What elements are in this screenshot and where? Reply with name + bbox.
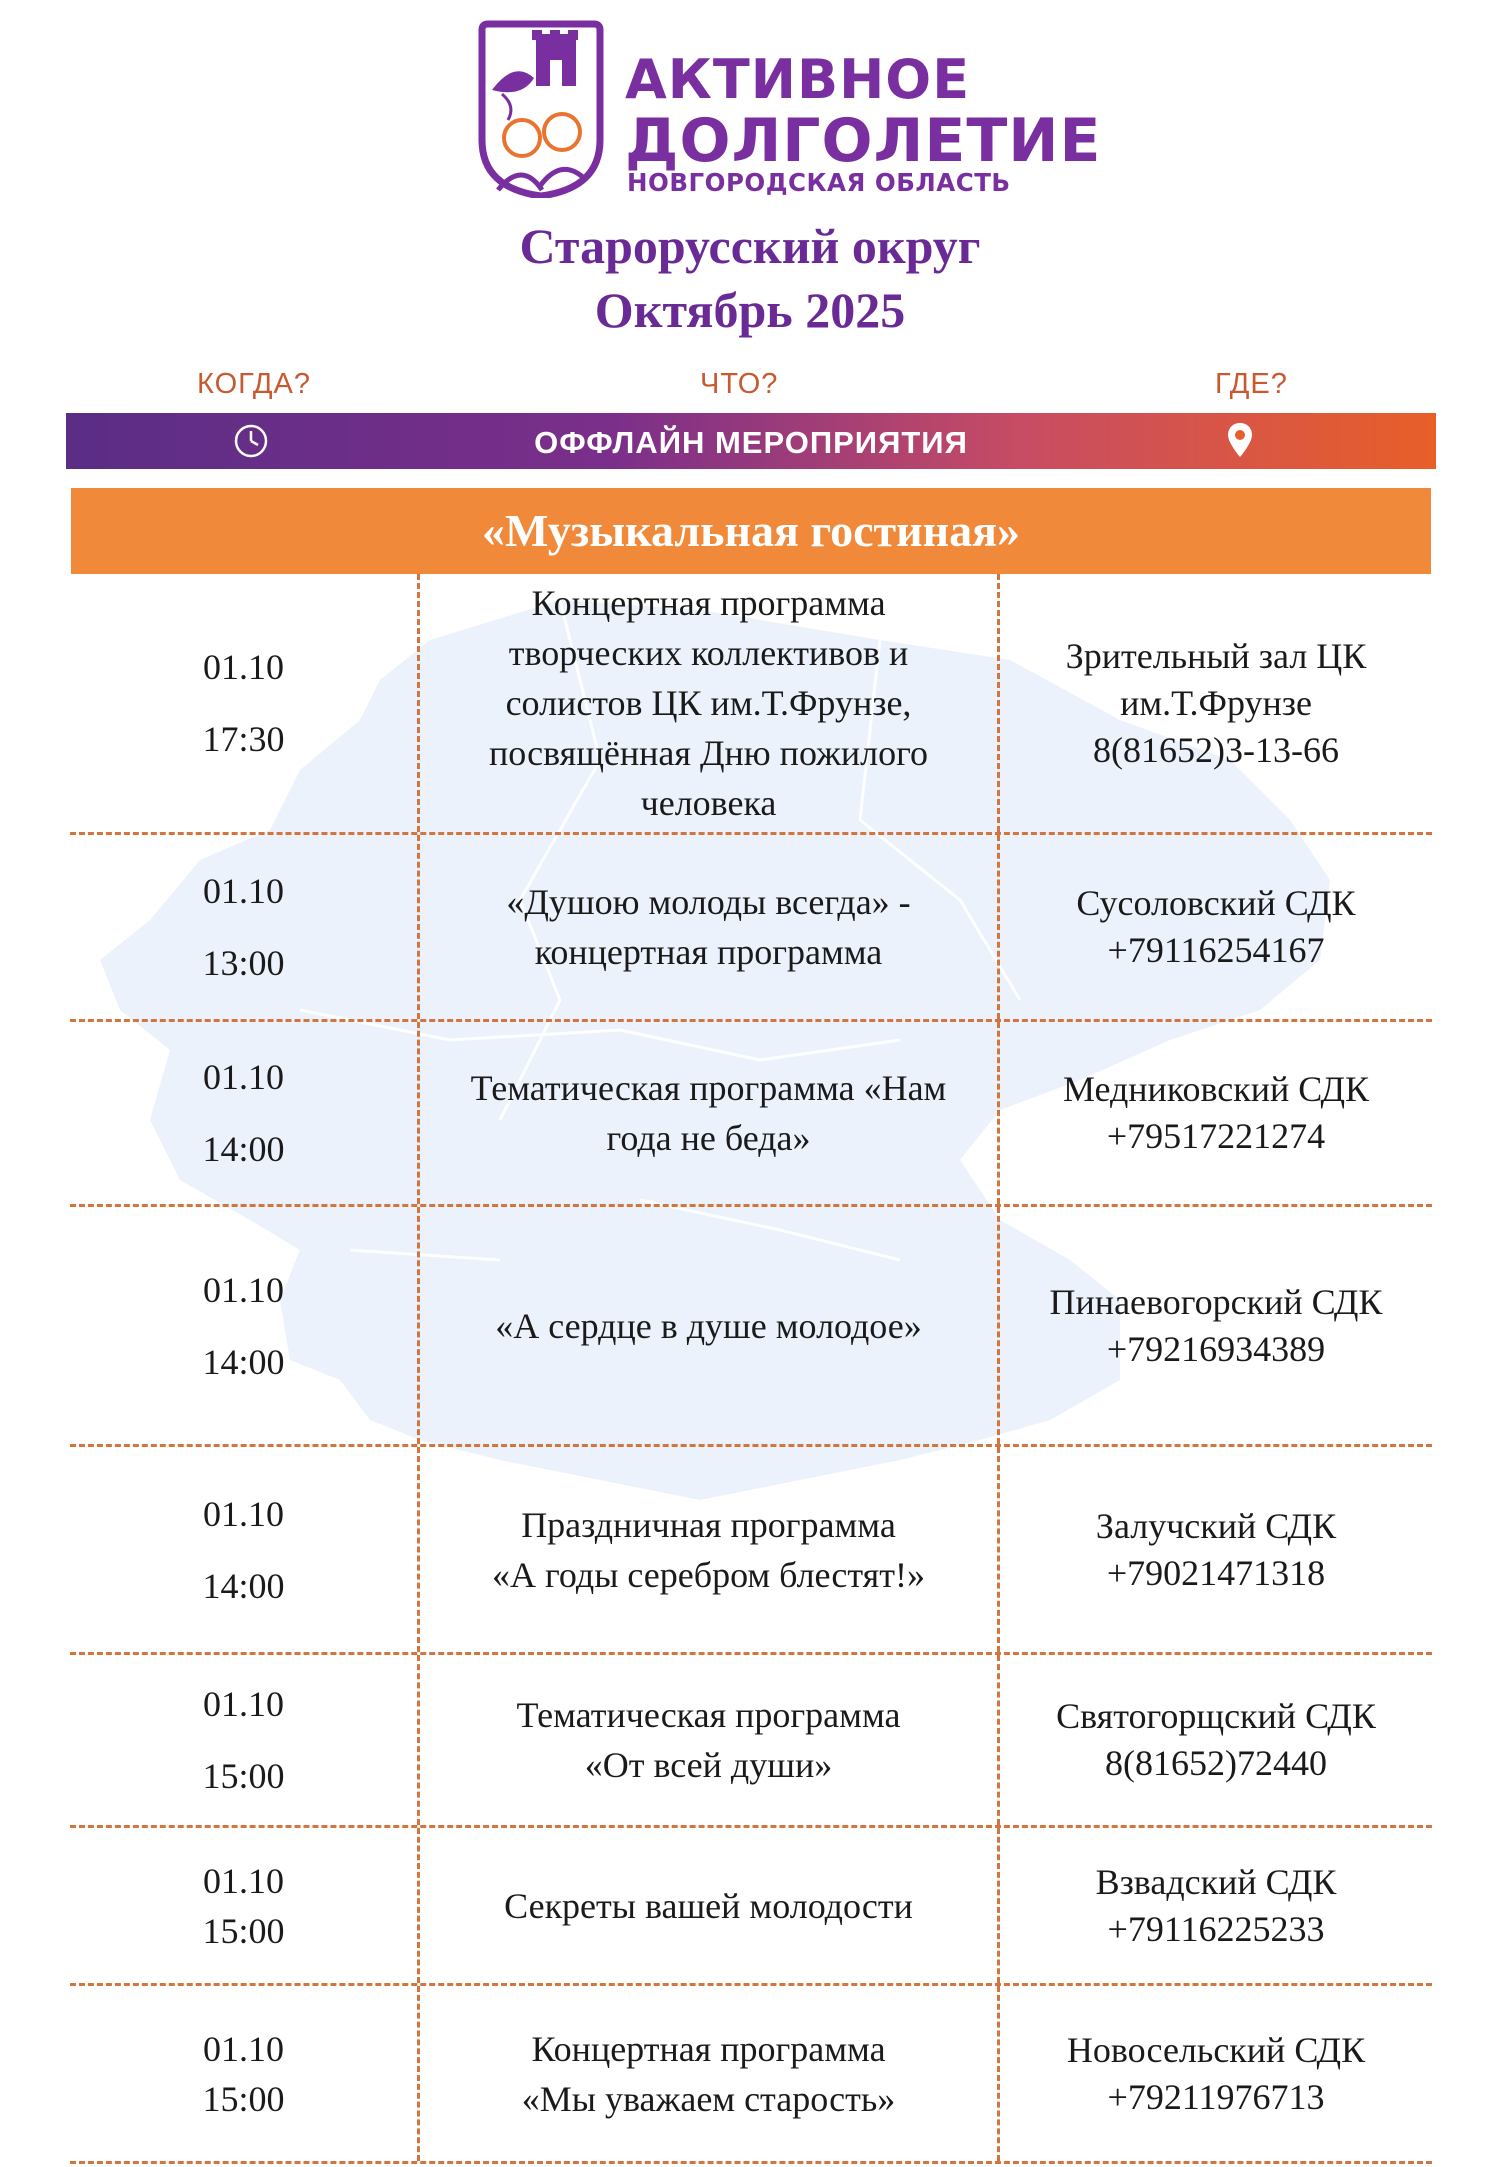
event-what (420, 1986, 1000, 2161)
logo-text-line2: ДОЛГОЛЕТИЕ (625, 106, 1102, 176)
event-what-line: концертная программа (534, 932, 883, 972)
event-where-line: Медниковский СДК (1062, 1069, 1370, 1109)
event-when (70, 1447, 420, 1652)
event-what (420, 1022, 1000, 1204)
event-what (420, 1207, 1000, 1444)
event-where (1000, 574, 1432, 832)
table-row (70, 1207, 1432, 1447)
event-date: 01.10 (203, 1493, 284, 1534)
event-where-line: +79211976713 (1107, 2076, 1325, 2117)
location-pin-icon (1226, 421, 1254, 459)
event-where-line: Зрительный зал ЦК (1065, 635, 1367, 676)
event-what-line: Тематическая программа «Нам (470, 1068, 947, 1108)
event-what (420, 1447, 1000, 1652)
event-where-line: 8(81652)72440 (1105, 1743, 1327, 1783)
event-when (70, 1022, 420, 1204)
event-where (1000, 835, 1432, 1019)
table-row (70, 1022, 1432, 1207)
offline-events-banner (66, 413, 1436, 469)
event-time: 14:00 (202, 1565, 285, 1606)
logo-text-line3: НОВГОРОДСКАЯ ОБЛАСТЬ (627, 168, 1011, 197)
event-when (70, 1207, 420, 1444)
event-when (70, 1828, 420, 1983)
event-what-line: Праздничная программа (521, 1504, 896, 1545)
events-table (70, 574, 1432, 2164)
event-date: 01.10 (203, 871, 284, 911)
event-what-line: «От всей души» (584, 1745, 833, 1785)
column-label-what: ЧТО? (700, 368, 779, 400)
event-what-line: солистов ЦК им.Т.Фрунзе, (505, 683, 912, 723)
event-date: 01.10 (203, 1269, 284, 1310)
event-what-line: «Душою молоды всегда» - (506, 882, 911, 922)
event-time: 15:00 (202, 1756, 285, 1796)
event-what (420, 835, 1000, 1019)
logo (478, 20, 1102, 205)
event-where-line: +79517221274 (1106, 1116, 1326, 1156)
column-label-where: ГДЕ? (1215, 368, 1288, 400)
event-time: 13:00 (202, 943, 285, 983)
event-when (70, 1986, 420, 2161)
event-where-line: Взвадский СДК (1095, 1861, 1337, 1902)
event-what-line: Секреты вашей молодости (504, 1885, 913, 1926)
event-what (420, 1655, 1000, 1825)
event-where (1000, 1447, 1432, 1652)
event-where-line: Залучский СДК (1095, 1505, 1337, 1546)
event-what-line: «А сердце в душе молодое» (495, 1305, 922, 1346)
page-title: Старорусский округ (519, 218, 981, 274)
event-where-line: +79116225233 (1107, 1908, 1325, 1949)
logo-text-line1: АКТИВНОЕ (625, 48, 971, 111)
column-label-when: КОГДА? (197, 368, 311, 400)
event-what-line: Тематическая программа (516, 1695, 901, 1735)
event-what-line: посвящённая Дню пожилого (488, 733, 929, 773)
event-when (70, 1655, 420, 1825)
event-what (420, 574, 1000, 832)
logo-emblem-icon (478, 20, 604, 198)
event-where-line: Новосельский СДК (1066, 2029, 1366, 2070)
event-where-line: Сусоловский СДК (1076, 883, 1356, 923)
event-what-line: «А годы серебром блестят!» (492, 1554, 925, 1595)
event-where (1000, 1828, 1432, 1983)
event-what-line: «Мы уважаем старость» (521, 2078, 896, 2119)
event-where (1000, 1022, 1432, 1204)
event-what (420, 1828, 1000, 1983)
event-where-line: Пинаевогорский СДК (1049, 1281, 1383, 1322)
event-date: 01.10 (203, 2028, 284, 2069)
event-date: 01.10 (203, 647, 284, 687)
event-where-line: +79021471318 (1106, 1552, 1326, 1593)
event-where-line: 8(81652)3-13-66 (1093, 729, 1339, 770)
section-title: «Музыкальная гостиная» (481, 505, 1021, 556)
event-where-line: +79116254167 (1107, 930, 1325, 970)
table-row (70, 1447, 1432, 1655)
event-time: 15:00 (202, 2078, 285, 2119)
event-time: 14:00 (202, 1341, 285, 1382)
banner-label: ОФФЛАЙН МЕРОПРИЯТИЯ (534, 425, 968, 460)
event-when (70, 835, 420, 1019)
event-time: 17:30 (202, 719, 285, 759)
table-row (70, 574, 1432, 835)
event-date: 01.10 (203, 1860, 284, 1901)
page-subtitle: Октябрь 2025 (594, 282, 906, 338)
table-row (70, 835, 1432, 1022)
event-where-line: им.Т.Фрунзе (1120, 682, 1312, 723)
event-where (1000, 1655, 1432, 1825)
event-where-line: Святогорщский СДК (1056, 1696, 1376, 1736)
event-date: 01.10 (203, 1684, 284, 1724)
event-what-line: Концертная программа (531, 2028, 886, 2069)
table-row (70, 1655, 1432, 1828)
event-time: 15:00 (202, 1910, 285, 1951)
event-when (70, 574, 420, 832)
event-what-line: Концертная программа (531, 583, 886, 623)
event-what-line: года не беда» (606, 1118, 811, 1158)
event-where (1000, 1986, 1432, 2161)
event-what-line: человека (640, 783, 777, 823)
event-time: 14:00 (202, 1129, 285, 1169)
section-header (71, 488, 1431, 574)
event-date: 01.10 (203, 1057, 284, 1097)
table-row (70, 1828, 1432, 1986)
event-where (1000, 1207, 1432, 1444)
table-row (70, 1986, 1432, 2164)
event-what-line: творческих коллективов и (508, 633, 909, 673)
event-where-line: +79216934389 (1106, 1328, 1326, 1369)
